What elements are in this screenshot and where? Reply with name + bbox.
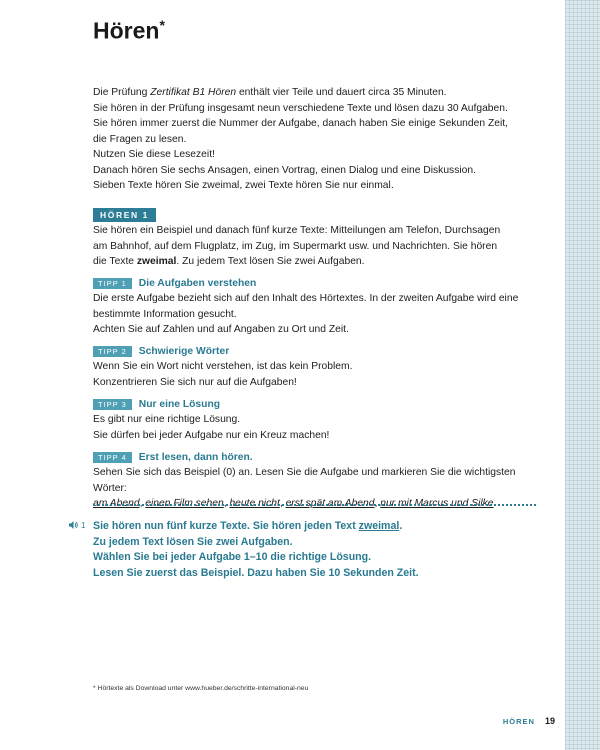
tip-badge: TIPP 2 bbox=[93, 346, 132, 357]
footer-section-label: HÖREN bbox=[502, 716, 535, 726]
tip-title: Schwierige Wörter bbox=[138, 345, 230, 357]
tip-title: Die Aufgaben verstehen bbox=[138, 277, 257, 289]
speaker-icon bbox=[68, 520, 79, 530]
section-description: Sie hören ein Beispiel und danach fünf kurze Texte: Mitteilungen am Telefon, Durchsagen am Bahnhof, auf dem Flugplatz, im Zug, im Supermarkt usw. und Nachrichten. Sie hören die Texte zweimal. Zu jedem Text lösen Sie zwei Aufgaben. bbox=[93, 225, 501, 267]
tip-3: TIPP 3 Nur eine Lösung Es gibt nur eine richtige Lösung. Sie dürfen bei jeder Aufgabe nur ein Kreuz machen! bbox=[93, 398, 330, 441]
audio-track-number: 1 bbox=[81, 520, 86, 530]
section-badge-hoeren-1: HÖREN 1 bbox=[93, 208, 156, 222]
dotted-divider bbox=[93, 504, 536, 506]
tip-title: Erst lesen, dann hören. bbox=[138, 451, 253, 463]
page-number: 19 bbox=[544, 716, 555, 726]
page-footer bbox=[503, 716, 555, 726]
tip-badge: TIPP 1 bbox=[93, 278, 132, 289]
page-title: Hören* bbox=[93, 17, 165, 44]
footnote: * Hörtexte als Download unter www.hueber.de/schritte-international-neu bbox=[93, 685, 309, 692]
audio-track-marker bbox=[68, 520, 85, 530]
tip-badge: TIPP 4 bbox=[93, 452, 132, 463]
tip-badge: TIPP 3 bbox=[93, 399, 132, 410]
tip-1: TIPP 1 Die Aufgaben verstehen Die erste Aufgabe bezieht sich auf den Inhalt des Hörtextes. In der zweiten Aufgabe wird eine bestimmte Information gesucht. Achten Sie auf Zahlen und auf Angaben zu Ort und Zeit. bbox=[93, 277, 519, 335]
keyword-list: am Abend, einen Film sehen, heute nicht, erst spät am Abend, nur mit Marcus und Silke. bbox=[93, 498, 497, 509]
tip-4: TIPP 4 Erst lesen, dann hören. Sehen Sie sich das Beispiel (0) an. Lesen Sie die Aufgabe und markieren Sie die wichtigsten Wörter: am Abend, einen Film sehen, heute nicht, erst spät am Abend, nur mit Marcus und Silke. bbox=[93, 450, 543, 512]
intro-paragraph: Die Prüfung Zertifikat B1 Hören enthält vier Teile und dauert circa 35 Minuten. Sie hören in der Prüfung insgesamt neun verschiedene Texte und lösen dazu 30 Aufgaben. Sie hören immer zuerst die Nummer der Aufgabe, danach haben Sie einige Sekunden Zeit, die Fragen zu lesen. Nutzen Sie diese Lesezeit! Danach hören Sie sechs Ansagen, einen Vortrag, einen Dialog und eine Diskussion. Sieben Texte hören Sie zweimal, zwei Texte hören Sie nur einmal. bbox=[93, 87, 508, 191]
listening-instructions: Sie hören nun fünf kurze Texte. Sie hören jeden Text zweimal. Zu jedem Text lösen Sie zwei Aufgaben. Wählen Sie bei jeder Aufgabe 1–10 die richtige Lösung. Lesen Sie zuerst das Beispiel. Dazu haben Sie 10 Sekunden Zeit. bbox=[93, 520, 419, 579]
tip-title: Nur eine Lösung bbox=[138, 398, 221, 410]
tip-2: TIPP 2 Schwierige Wörter Wenn Sie ein Wort nicht verstehen, ist das kein Problem. Konzentrieren Sie sich nur auf die Aufgaben! bbox=[93, 345, 353, 388]
page-margin-strip bbox=[565, 0, 600, 750]
